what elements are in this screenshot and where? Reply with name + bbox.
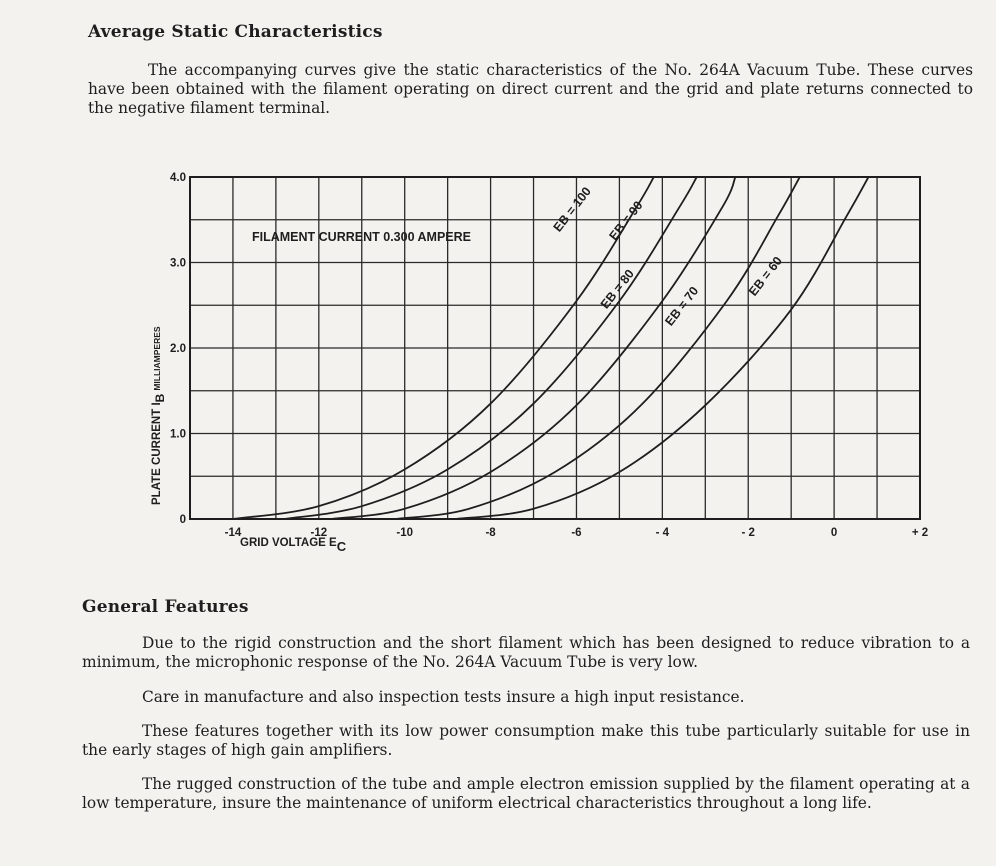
- y-tick-label: 4.0: [170, 172, 186, 184]
- x-tick-label: -6: [571, 527, 582, 539]
- x-axis-label-sub: C: [336, 539, 347, 554]
- curve-label: EB = 100: [550, 184, 594, 235]
- y-axis-label-text: PLATE CURRENT I: [151, 402, 163, 505]
- x-tick-label: -10: [396, 527, 414, 539]
- x-tick-label: -14: [224, 527, 242, 539]
- section-heading-static-characteristics: Average Static Characteristics: [88, 22, 383, 42]
- features-paragraph-3: These features together with its low power consumption make this tube particularly suitable for use in the early stages of high gain amplifiers.: [82, 722, 970, 759]
- x-tick-label: + 2: [911, 527, 929, 539]
- section-heading-general-features: General Features: [82, 597, 249, 617]
- y-tick-label: 1.0: [170, 428, 186, 441]
- curve-label: EB = 60: [746, 254, 786, 299]
- x-tick-label: 0: [830, 527, 838, 539]
- curve-label: EB = 90: [606, 198, 646, 243]
- y-axis-label: [151, 326, 167, 505]
- features-paragraph-2: Care in manufacture and also inspection tests insure a high input resistance.: [142, 688, 745, 706]
- y-tick-label: 3.0: [170, 257, 186, 270]
- curve-label: EB = 80: [597, 266, 637, 312]
- y-tick-label: 2.0: [170, 343, 186, 355]
- x-tick-label: - 4: [655, 527, 670, 539]
- chart-annotation: FILAMENT CURRENT 0.300 AMPERE: [252, 230, 472, 244]
- static-characteristics-paragraph: The accompanying curves give the static characteristics of the No. 264A Vacuum Tube. These curves have been obtained with the filament operating on direct current and the grid and plate returns connected to the negative filament terminal.: [88, 61, 973, 117]
- chart-ticks: [170, 172, 928, 539]
- x-tick-label: - 2: [741, 527, 755, 539]
- features-paragraph-1: Due to the rigid construction and the short filament which has been designed to reduce vibration to a minimum, the microphonic response of the No. 264A Vacuum Tube is very low.: [82, 634, 970, 671]
- x-axis-label-text: GRID VOLTAGE E: [240, 537, 337, 549]
- x-tick-label: -12: [310, 527, 328, 539]
- y-axis-label-unit: MILLIAMPERES: [152, 326, 162, 391]
- svg-text:GRID VOLTAGE EC: [240, 537, 347, 554]
- curve-label: EB = 70: [662, 283, 702, 329]
- x-axis-label: [240, 537, 347, 554]
- y-tick-label: 0: [179, 514, 186, 526]
- y-axis-label-sub: B: [153, 393, 167, 403]
- features-paragraph-4: The rugged construction of the tube and ample electron emission supplied by the filament operating at a low temperature, insure the maintenance of uniform electrical characteristics throughout a long life.: [82, 775, 970, 812]
- x-tick-label: -8: [485, 527, 496, 539]
- svg-text:PLATE CURRENT IBMILLIAMPERES: [151, 326, 167, 505]
